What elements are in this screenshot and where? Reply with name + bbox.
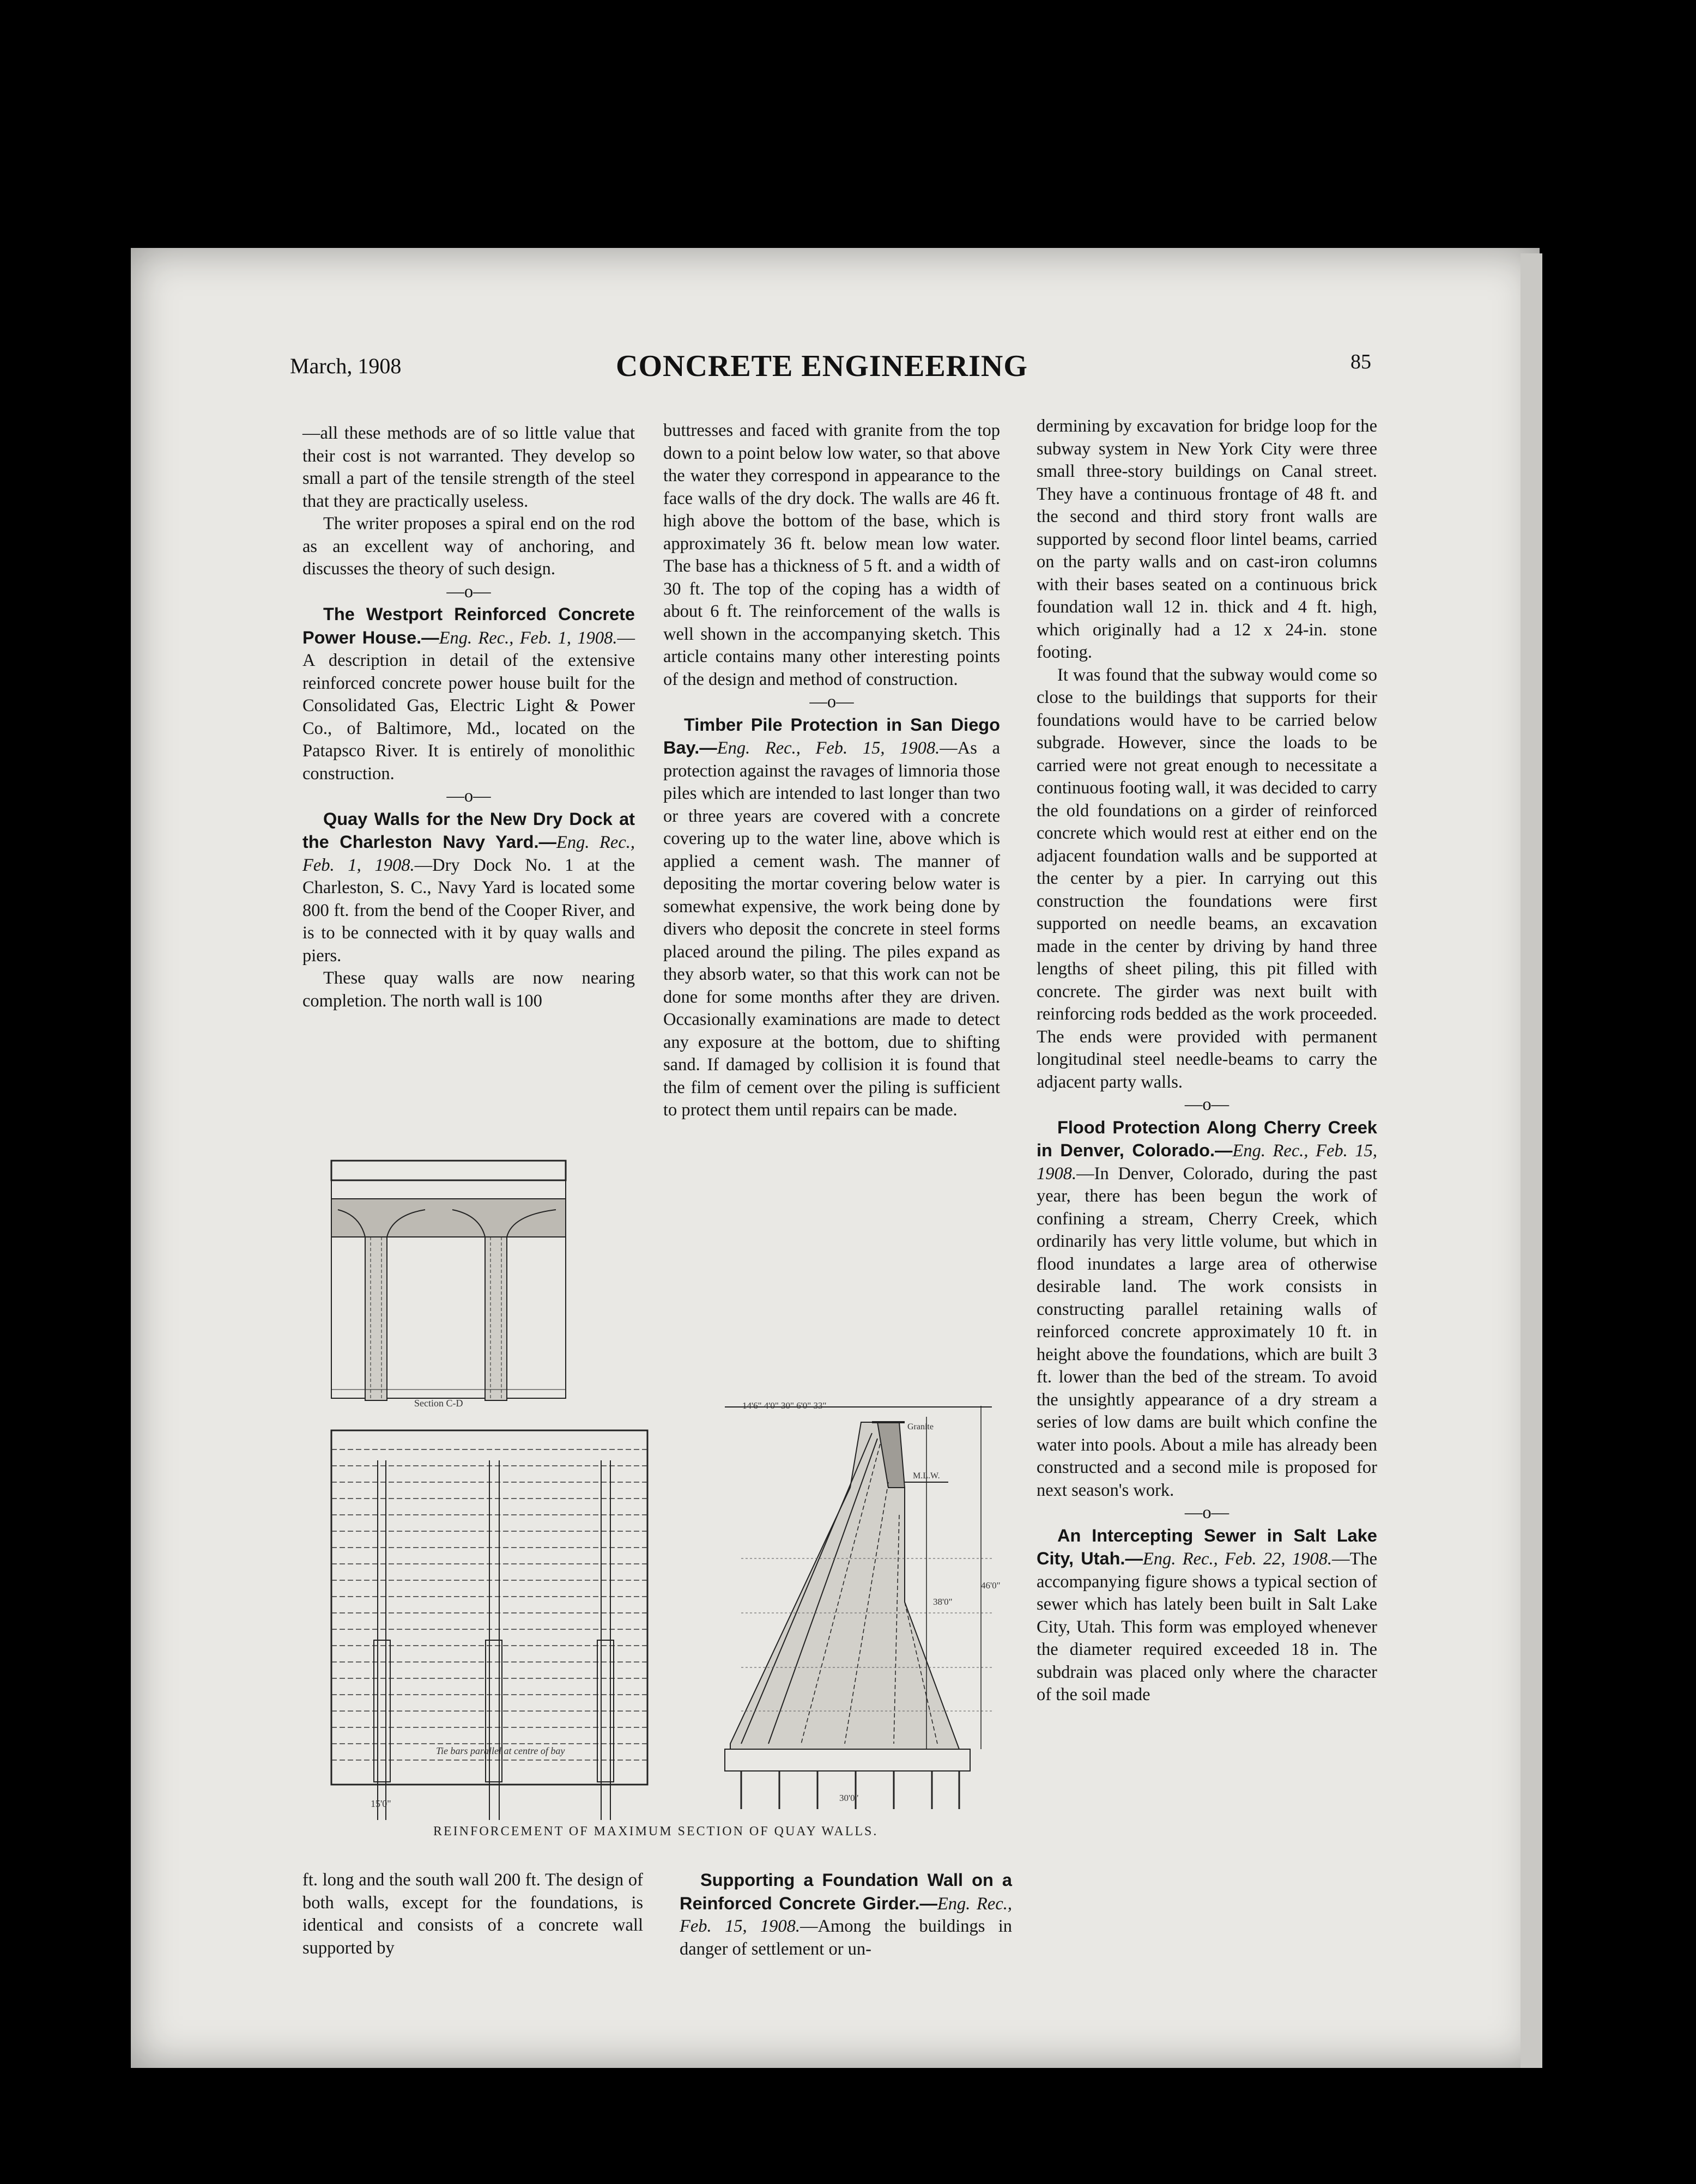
column-3 [1037,415,1377,1707]
tie-bars-note: Tie bars parallel at centre of bay [436,1745,565,1756]
section-label: Section C-D [414,1398,463,1409]
granite-label: Granite [907,1422,934,1431]
column-2-bottom [680,1869,1012,1961]
column-2 [663,420,1000,1122]
dimension-label: 15'0" [371,1798,391,1809]
article-title: Flood Protection Along Cherry Creek in Denver, Colorado.— [1037,1117,1377,1160]
separator: —o— [809,692,854,712]
article-reference: Eng. Rec., Feb. 1, 1908. [439,628,617,648]
article-title: The Westport Reinforced Concrete Power House.— [302,604,635,647]
page-edge [1521,253,1542,2068]
section-cd-drawing [327,1155,572,1406]
article-body: —A description in detail of the extensive reinforced concrete power house built for the Consolidated Gas, Electric Light & Power Co., of Baltimore, Md., located on the Patapsco River. It is entirely of monolithic construction. [302,628,635,784]
article-reference: Eng. Rec., Feb. 15, 1908. [717,738,940,758]
dimension-label-top: 14'6" 4'0" 30" 6'0" 33" [742,1400,827,1411]
journal-title: CONCRETE ENGINEERING [616,349,1028,383]
article-body: —Dry Dock No. 1 at the Charleston, S. C., Navy Yard is located some 800 ft. from the bend of the Cooper River, and is to be connected with it by quay walls and piers. [302,855,635,966]
article-foundation-wall [680,1869,1012,1961]
mlw-label: M.L.W. [913,1471,940,1481]
paragraph: These quay walls are now nearing completion. The north wall is 100 [302,968,635,1011]
paragraph: ft. long and the south wall 200 ft. The design of both walls, except for the foundations, is identical and consists of a concrete wall supported by [302,1870,643,1958]
paragraph: —all these methods are of so little value that their cost is not warranted. They develop so small a part of the tensile strength of the steel that they are practically useless. [302,423,635,511]
dimension-label: 30'0" [839,1793,859,1803]
article-intercepting-sewer [1037,1525,1377,1707]
dimension-label: 38'0" [933,1597,953,1607]
article-body: —The accompanying figure shows a typical section of sewer which has lately been built in Salt Lake City, Utah. This form was employed whenever the diameter required exceeded 18 in. The subdrain was placed only where the character of the soil made [1037,1549,1377,1704]
separator: —o— [446,581,491,602]
article-reference: Eng. Rec., Feb. 15, 1908. [1037,1141,1377,1184]
separator: —o— [1184,1503,1229,1522]
paragraph: It was found that the subway would come so close to the buildings that supports for their foundations would have to be carried below subgrade. However, since the loads to be carried were not great enough to necessitate a continuous footing wall, it was decided to carry the old foundations on a girder of reinforced concrete which would rest at either end on the adjacent foundation walls and be supported at the center by a pier. In carrying out this construction the foundations were first supported on needle beams, an excavation made in the center by driving by hand three lengths of sheet piling, this pit filled with concrete. The girder was next built with reinforcing rods bedded as the work proceeded. The ends were provided with permanent longitudinal steel needle-beams to carry the adjacent party walls. [1037,665,1377,1092]
paragraph: buttresses and faced with granite from the top down to a point below low water, so that above the water they correspond in appearance to the face walls of the dry dock. The walls are 46 ft. high above the bottom of the base, which is approximately 36 ft. below mean low water. The base has a thickness of 5 ft. and a width of 30 ft. The top of the coping has a width of about 6 ft. The reinforcement of the walls is well shown in the accompanying sketch. This article contains many other interesting points of the design and method of construction. [663,421,1000,689]
article-title: An Intercepting Sewer in Salt Lake City, Utah.— [1037,1525,1377,1568]
column-1 [302,422,635,1012]
figure-caption: REINFORCEMENT OF MAXIMUM SECTION OF QUAY WALLS. [433,1824,879,1839]
article-flood-protection [1037,1117,1377,1502]
article-body: —Among the buildings in danger of settlement or un- [680,1916,1012,1959]
article-title: Supporting a Foundation Wall on a Reinforced Concrete Girder.— [680,1870,1012,1913]
column-1-bottom [302,1869,643,1959]
dimension-label: 46'0" [981,1580,1001,1591]
article-reference: Eng. Rec., Feb. 1, 1908. [302,833,635,875]
article-body: —As a protection against the ravages of limnoria those piles which are intended to last longer than two or three years are covered with a concrete covering up to the water line, above which is applied a cement wash. The manner of depositing the mortar covering below water is somewhat expensive, the work being done by divers who deposit the concrete in steel forms placed around the piling. The piles expand as they absorb water, so that this work can not be done for some months after they are driven. Occasionally examinations are made to detect any exposure at the bottom, due to shifting sand. If damaged by collision it is found that the film of cement over the piling is sufficient to protect them until repairs can be made. [663,738,1000,1120]
article-timber-pile [663,714,1000,1122]
page-number: 85 [1350,350,1371,373]
separator: —o— [446,786,491,806]
reinforcement-elevation-drawing [326,1417,656,1820]
article-quay-walls [302,808,635,968]
article-body: —In Denver, Colorado, during the past year, there has been begun the work of confining a stream, Cherry Creek, which ordinarily has very little volume, but which in flood inundates a large area of otherwise desirable land. The work consists in constructing parallel retaining walls of reinforced concrete approximately 10 ft. in height above the foundations, which are built 3 ft. lower than the bed of the stream. To avoid the unsightly appearance of a dry stream a series of low dams are built which confine the water into pools. About a mile has already been constructed and a second mile is proposed for next season's work. [1037,1163,1377,1500]
article-title: Quay Walls for the New Dry Dock at the Charleston Navy Yard.— [302,809,635,852]
header-date: March, 1908 [290,354,402,378]
paragraph: dermining by excavation for bridge loop for the subway system in New York City were three small three-story buildings on Canal street. They have a continuous frontage of 48 ft. and the second and third story front walls are supported by second floor lintel beams, carried on the party walls and on cast-iron columns with their bases seated on a continuous brick foundation wall 12 in. thick and 4 ft. high, which originally had a 12 x 24-in. stone footing. [1037,416,1377,662]
paragraph: The writer proposes a spiral end on the rod as an excellent way of anchoring, and discusses the theory of such design. [302,514,635,579]
article-reference: Eng. Rec., Feb. 15, 1908. [680,1894,1013,1936]
article-westport [302,603,635,785]
article-title: Timber Pile Protection in San Diego Bay.— [663,714,1000,757]
quay-wall-cross-section [708,1395,1003,1825]
separator: —o— [1184,1095,1229,1114]
article-reference: Eng. Rec., Feb. 22, 1908. [1142,1549,1332,1569]
